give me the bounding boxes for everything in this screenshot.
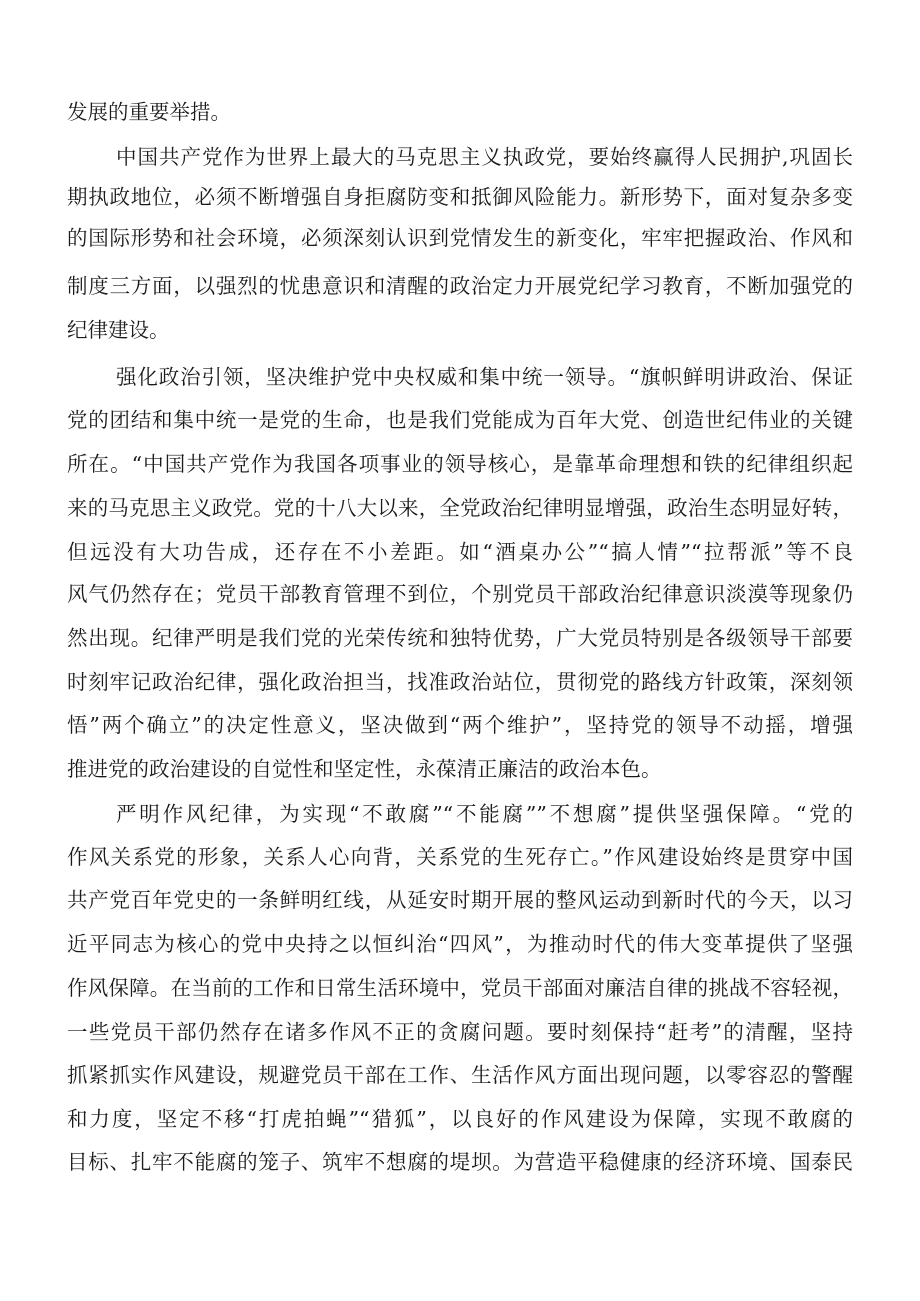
text-line-20: 近平同志为核心的党中央持之以恒纠治“四风”，为推动时代的伟大变革提供了坚强 xyxy=(67,932,853,956)
text-line-25: 目标、扎牢不能腐的笼子、筑牢不想腐的堤坝。为营造平稳健康的经济环境、国泰民 xyxy=(67,1150,853,1174)
text-line-8: 党的团结和集中统一是党的生命，也是我们党能成为百年大党、创造世纪伟业的关键 xyxy=(67,408,853,432)
text-line-3: 期执政地位，必须不断增强自身拒腐防变和抵御风险能力。新形势下，面对复杂多变 xyxy=(67,185,853,209)
text-line-10: 来的马克思主义政党。党的十八大以来，全党政治纪律明显增强，政治生态明显好转， xyxy=(67,496,853,520)
text-line-22: 一些党员干部仍然存在诸多作风不正的贪腐问题。要时刻保持“赶考”的清醒，坚持 xyxy=(67,1020,853,1044)
text-line-4: 的国际形势和社会环境，必须深刻认识到党情发生的新变化，牢牢把握政治、作风和 xyxy=(67,226,853,250)
text-line-13: 然出现。纪律严明是我们党的光荣传统和独特优势，广大党员特别是各级领导干部要 xyxy=(67,626,853,650)
text-line-16: 推进党的政治建设的自觉性和坚定性，永葆清正廉洁的政治本色。 xyxy=(67,757,662,781)
text-line-6: 纪律建设。 xyxy=(67,318,170,342)
text-line-2: 中国共产党作为世界上最大的马克思主义执政党，要始终赢得人民拥护,巩固长 xyxy=(116,145,853,169)
text-line-19: 共产党百年党史的一条鲜明红线，从延安时期开展的整风运动到新时代的今天，以习 xyxy=(67,888,853,912)
text-line-12: 风气仍然存在；党员干部教育管理不到位，个别党员干部政治纪律意识淡漠等现象仍 xyxy=(67,582,853,606)
text-line-24: 和力度，坚定不移“打虎拍蝇”“猎狐”，以良好的作风建设为保障，实现不敢腐的 xyxy=(67,1107,853,1131)
text-line-23: 抓紧抓实作风建设，规避党员干部在工作、生活作风方面出现问题，以零容忍的警醒 xyxy=(67,1063,853,1087)
text-line-18: 作风关系党的形象，关系人心向背，关系党的生死存亡。”作风建设始终是贯穿中国 xyxy=(67,845,853,869)
text-line-15: 悟”两个确立”的决定性意义，坚决做到“两个维护”，坚持党的领导不动摇，增强 xyxy=(67,713,853,737)
text-line-11: 但远没有大功告成，还存在不小差距。如“酒桌办公”“搞人情”“拉帮派”等不良 xyxy=(67,540,853,564)
text-line-7: 强化政治引领，坚决维护党中央权威和集中统一领导。“旗帜鲜明讲政治、保证 xyxy=(116,365,853,389)
text-line-1: 发展的重要举措。 xyxy=(67,100,231,124)
text-line-9: 所在。“中国共产党作为我国各项事业的领导核心，是靠革命理想和铁的纪律组织起 xyxy=(67,452,853,476)
text-line-21: 作风保障。在当前的工作和日常生活环境中，党员干部面对廉洁自律的挑战不容轻视， xyxy=(67,976,853,1000)
text-line-5: 制度三方面，以强烈的忧患意识和清醒的政治定力开展党纪学习教育，不断加强党的 xyxy=(67,274,853,298)
text-line-17: 严明作风纪律，为实现“不敢腐”“不能腐””不想腐”提供坚强保障。“党的 xyxy=(116,802,853,826)
text-line-14: 时刻牢记政治纪律，强化政治担当，找准政治站位，贯彻党的路线方针政策，深刻领 xyxy=(67,670,853,694)
